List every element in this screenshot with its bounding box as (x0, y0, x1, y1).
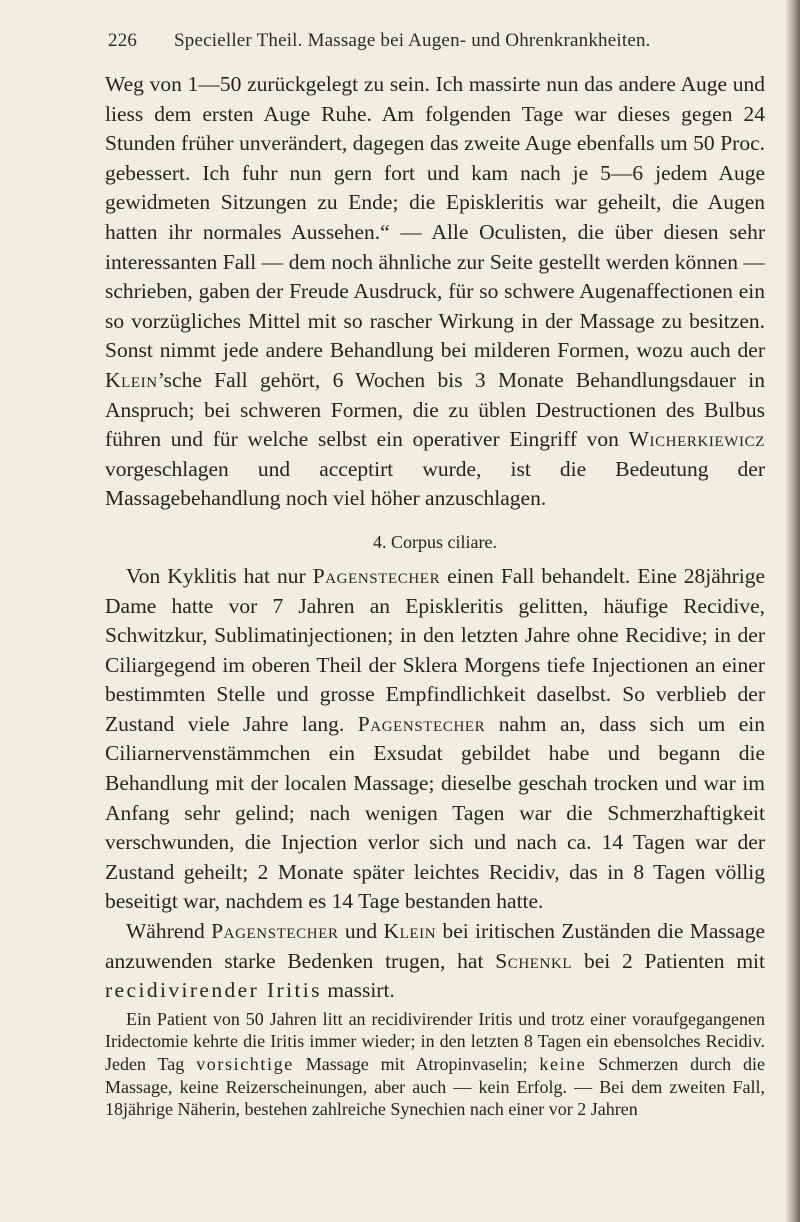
text-run: Weg von 1—50 zurückgelegt zu sein. Ich massirte nun das andere Auge und liess dem ersten Auge Ruhe. Am folgenden Tage war dieses gegen 24 Stunden früher unverändert, dagegen das zweite Auge ebenfalls um 50 Proc. gebessert. Ich fuhr nun gern fort und kam nach je 5—6 jedem Auge gewidmeten Sitzungen zu Ende; die Episkleritis war geheilt, die Augen hatten ihr normales Aussehen.“ — Alle Oculisten, die über diesen sehr interessanten Fall — dem noch ähnliche zur Seite gestellt werden können — schrieben, gaben der Freude Ausdruck, für so schwere Augenaffectionen ein so vorzügliches Mittel mit so rascher Wirkung in der Massage zu besitzen. Sonst nimmt jede andere Behandlung bei milderen Formen, wozu auch der (105, 72, 765, 363)
author-name: Klein (105, 367, 158, 392)
author-name: Schenkl (495, 948, 573, 973)
emphasized-term: keine (539, 1054, 587, 1074)
author-name: Pagenstecher (312, 563, 441, 588)
text-run: Massage mit Atropinvaselin; (293, 1054, 540, 1074)
text-run: vorgeschlagen und acceptirt wurde, ist die Bedeutung der Massagebehandlung noch viel höher anzuschlagen. (105, 456, 765, 511)
emphasized-term: recidivirender Iritis (105, 978, 322, 1003)
text-run: einen Fall behandelt. Eine 28jährige Dame hatte vor 7 Jahren an Episkleritis gelitten, häufige Recidive, Schwitzkur, Sublimatinjectionen; in den letzten Jahre ohne Recidive; in der Ciliargegend im oberen Theil der Sklera Morgens tiefe Injectionen an einer bestimmten Stelle und grosse Empfindlichkeit daselbst. So verblieb der Zustand viele Jahre lang. (105, 563, 766, 736)
text-run: massirt. (321, 978, 395, 1003)
body-text (105, 70, 765, 1121)
text-run: Ein Patient von 50 Jahren litt an recidivirender Iritis und trotz einer voraufgegangenen Iridectomie kehrte die Iritis immer wieder; in den letzten 8 Tagen ein ebensolches Recidiv. Jeden Tag (105, 1008, 765, 1074)
emphasized-term: vorsichtige (196, 1054, 294, 1074)
running-header (108, 30, 768, 52)
paragraph-iritis (105, 917, 765, 1006)
text-run: Schmerzen durch die Massage, keine Reizerscheinungen, aber auch — kein Erfolg. — Bei dem zweiten Fall, 18jährige Näherin, bestehen zahlreiche Synechien nach einer vor 2 Jahren (105, 1054, 765, 1120)
text-run: nahm an, dass sich um ein Ciliarnervenstämmchen ein Exsudat gebildet habe und begann die Behandlung mit der localen Massage; dieselbe geschah trocken und war im Anfang sehr gelind; nach wenigen Tagen war die Schmerzhaftigkeit verschwunden, die Injection verlor sich und nach ca. 14 Tagen war der Zustand geheilt; 2 Monate später leichtes Recidiv, das in 8 Tagen völlig beseitigt war, nachdem es 14 Tage bestanden hatte. (105, 711, 765, 914)
text-run: bei iritischen Zuständen die Massage anzuwenden starke Bedenken trugen, hat (105, 919, 765, 973)
author-name: Klein (383, 919, 437, 944)
page-number: 226 (108, 30, 138, 51)
text-run: und (338, 919, 384, 944)
author-name: Pagenstecher (357, 711, 486, 736)
text-run: Während (126, 919, 212, 944)
author-name: Wicherkiewicz (628, 427, 765, 452)
running-title: Specieller Theil. Massage bei Augen- und Ohrenkrankheiten. (174, 30, 651, 51)
text-run: ’sche Fall gehört, 6 Wochen bis 3 Monate Behandlungsdauer in Anspruch; bei schweren Formen, die zu üblen Destructionen des Bulbus führen und für welche selbst ein operativer Eingriff von (105, 367, 765, 452)
paragraph-massage-continuation (105, 70, 765, 514)
section-heading: 4. Corpus ciliare. (373, 531, 497, 552)
author-name: Pagenstecher (211, 919, 339, 944)
paragraph-case-report (105, 1008, 765, 1121)
text-run: Von Kyklitis hat nur (126, 563, 313, 588)
paragraph-kyklitis (105, 562, 765, 917)
text-run: bei 2 Patienten mit (572, 948, 765, 973)
